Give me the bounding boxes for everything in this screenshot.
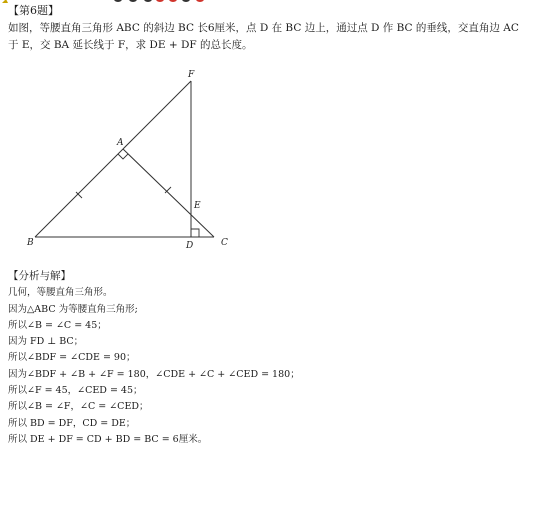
decor-dot [156,0,164,2]
label-B: B [27,238,34,248]
decor-dot [182,0,190,2]
decor-dot [144,0,152,2]
problem-statement [8,20,536,54]
analysis-line: 所以 DE + DF = CD + BD = BC = 6厘米。 [8,433,208,445]
analysis-title: 【分析与解】 [8,270,71,282]
analysis-line: 所以∠BDF = ∠CDE = 90； [8,352,136,364]
side-AC [123,149,214,237]
analysis-line: 所以 BD = DF，CD = DE； [8,417,136,429]
problem-heading: 【第6题】 [8,4,59,17]
analysis-line: 几何，等腰直角三角形。 [8,287,113,299]
label-E: E [194,201,201,211]
problem-line: 于 E，交 BA 延长线于 F，求 DE + DF 的总长度。 [8,39,253,51]
decor-dot [129,0,137,2]
decor-dot [169,0,177,2]
decor-dot [196,0,204,2]
analysis-line: 所以∠B = ∠C = 45； [8,319,107,331]
decor-dot [114,0,122,2]
analysis-line: 所以∠F = 45，∠CED = 45； [8,385,143,397]
analysis-line: 因为△ABC 为等腰直角三角形; [8,303,138,315]
label-C: C [221,238,228,248]
right-angle-mark-D [191,229,199,237]
analysis-line: 因为∠BDF + ∠B + ∠F = 180，∠CDE + ∠C + ∠CED = 180； [8,368,300,380]
analysis-section [8,268,536,448]
right-angle-mark-A [118,154,128,159]
problem-line: 如图，等腰直角三角形 ABC 的斜边 BC 长6厘米，点 D 在 BC 边上，通过点 D 作 BC 的垂线，交直角边 AC [8,22,519,34]
label-A: A [117,138,124,148]
label-F: F [188,70,195,80]
analysis-line: 因为 FD ⊥ BC； [8,336,84,348]
decor-mark [2,0,8,3]
analysis-line: 所以∠B = ∠F，∠C = ∠CED； [8,401,149,413]
label-D: D [186,241,194,251]
geometry-figure [20,66,240,252]
side-BA [35,149,123,237]
extension-AF [123,81,191,149]
